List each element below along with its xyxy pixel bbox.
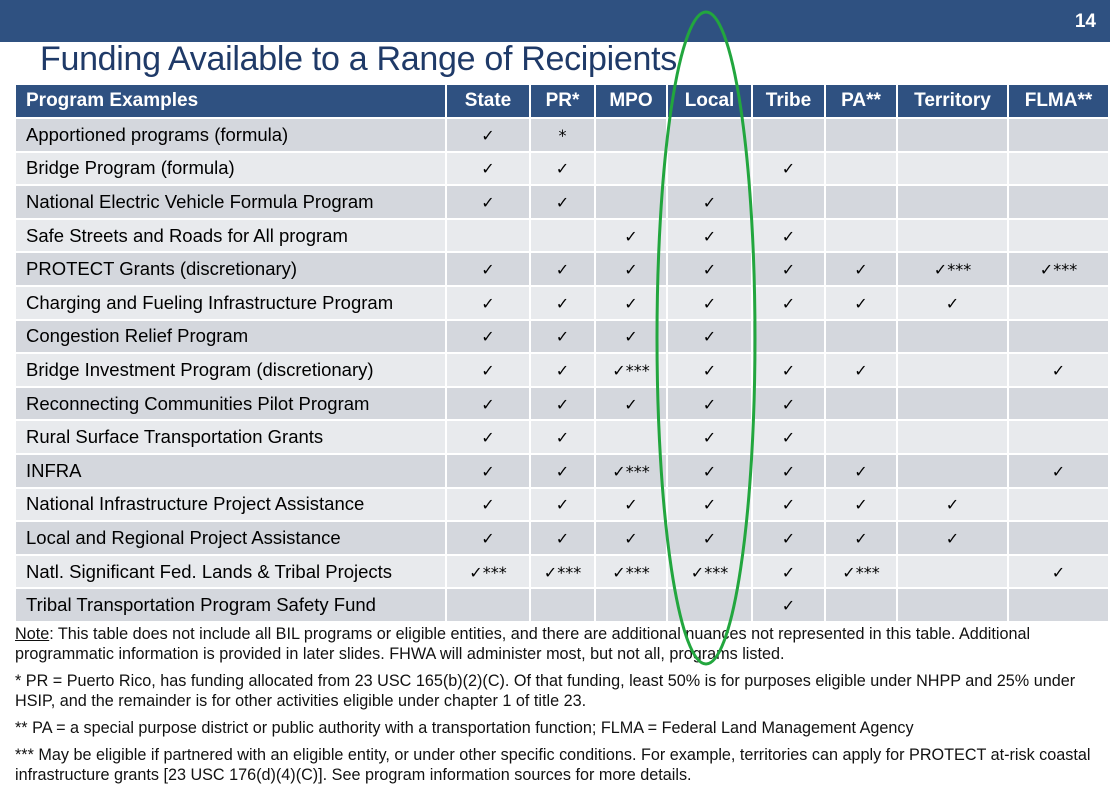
cell-territory [897,488,1008,522]
eligibility-mark: ✓ [702,495,717,515]
cell-pa [825,588,897,622]
eligibility-mark: ✓ [781,562,796,582]
cell-pa [825,252,897,286]
cell-tribe [752,555,825,589]
cell-flma [1008,555,1109,589]
cell-local [667,454,752,488]
program-name: Natl. Significant Fed. Lands & Tribal Projects [15,555,446,589]
eligibility-mark: ✓*** [842,562,880,582]
cell-territory [897,420,1008,454]
eligibility-mark: ✓ [781,428,796,448]
header-mpo: MPO [595,84,667,118]
program-name: Bridge Program (formula) [15,152,446,186]
eligibility-mark: * [558,125,567,145]
cell-pa [825,488,897,522]
eligibility-mark: ✓ [555,394,570,414]
eligibility-mark: ✓ [1051,461,1066,481]
eligibility-mark: ✓ [781,528,796,548]
eligibility-footnote: *** May be eligible if partnered with an eligible entity, or under other specific conditions. For example, territories can apply for PROTECT at-risk coastal infrastructure grants [23 USC 176(d)(4)(C)]. See program information sources for more details. [15,746,1091,784]
cell-state [446,420,530,454]
eligibility-mark: ✓ [854,260,868,280]
eligibility-mark: ✓ [702,394,717,414]
cell-pr [530,588,595,622]
eligibility-mark: ✓ [481,293,495,313]
cell-tribe [752,320,825,354]
eligibility-mark: ✓ [1051,562,1066,582]
cell-pa [825,387,897,421]
eligibility-mark: ✓ [481,159,495,179]
table-row [15,454,1109,488]
cell-mpo [595,353,667,387]
cell-state [446,219,530,253]
cell-local [667,488,752,522]
eligibility-mark: ✓ [945,528,960,548]
cell-pr [530,353,595,387]
cell-mpo [595,555,667,589]
cell-pa [825,555,897,589]
cell-territory [897,219,1008,253]
program-name: Tribal Transportation Program Safety Fund [15,588,446,622]
cell-tribe [752,387,825,421]
cell-local [667,588,752,622]
eligibility-mark: ✓ [481,428,495,448]
cell-tribe [752,521,825,555]
cell-mpo [595,588,667,622]
eligibility-mark: ✓ [781,360,796,380]
cell-flma [1008,588,1109,622]
cell-flma [1008,454,1109,488]
eligibility-mark: ✓ [624,327,638,347]
cell-pr [530,219,595,253]
pa-footnote: ** PA = a special purpose district or public authority with a transportation function; FLMA = Federal Land Management Agency [15,719,914,737]
eligibility-mark: ✓ [555,260,570,280]
eligibility-mark: ✓ [945,495,960,515]
page-title: Funding Available to a Range of Recipients [40,40,677,78]
cell-local [667,320,752,354]
cell-territory [897,152,1008,186]
note-paragraph [15,624,1107,664]
eligibility-mark: ✓ [702,428,717,448]
top-banner [0,0,1110,42]
program-name: National Electric Vehicle Formula Program [15,185,446,219]
table-row [15,286,1109,320]
cell-flma [1008,118,1109,152]
cell-pr [530,320,595,354]
cell-state [446,488,530,522]
table-row [15,353,1109,387]
eligibility-mark: ✓ [481,260,495,280]
cell-territory [897,252,1008,286]
cell-state [446,387,530,421]
table-row [15,588,1109,622]
cell-pr [530,252,595,286]
eligibility-mark: ✓ [781,293,796,313]
cell-state [446,555,530,589]
cell-mpo [595,252,667,286]
program-name: Apportioned programs (formula) [15,118,446,152]
eligibility-mark: ✓ [702,327,717,347]
cell-pr [530,118,595,152]
program-name: Local and Regional Project Assistance [15,521,446,555]
cell-tribe [752,588,825,622]
cell-state [446,152,530,186]
cell-tribe [752,286,825,320]
cell-pr [530,488,595,522]
program-name: Bridge Investment Program (discretionary) [15,353,446,387]
cell-mpo [595,152,667,186]
cell-flma [1008,488,1109,522]
cell-local [667,219,752,253]
cell-pr [530,185,595,219]
cell-territory [897,555,1008,589]
cell-tribe [752,219,825,253]
eligibility-mark: ✓ [854,495,868,515]
eligibility-mark: ✓ [481,125,495,145]
cell-territory [897,454,1008,488]
footnotes [15,624,1107,792]
cell-mpo [595,286,667,320]
cell-tribe [752,488,825,522]
program-name: Charging and Fueling Infrastructure Program [15,286,446,320]
header-tribe: Tribe [752,84,825,118]
eligibility-mark: ✓*** [933,260,972,280]
program-name: Rural Surface Transportation Grants [15,420,446,454]
eligibility-mark: ✓ [624,394,638,414]
eligibility-mark: ✓ [945,293,960,313]
table-row [15,320,1109,354]
cell-mpo [595,219,667,253]
eligibility-table [14,83,1110,623]
table-row [15,488,1109,522]
eligibility-mark: ✓ [702,260,717,280]
eligibility-mark: ✓ [555,327,570,347]
cell-mpo [595,420,667,454]
cell-state [446,118,530,152]
cell-pa [825,420,897,454]
header-flma: FLMA** [1008,84,1109,118]
cell-flma [1008,353,1109,387]
cell-pa [825,118,897,152]
cell-state [446,588,530,622]
eligibility-mark: ✓ [781,461,796,481]
table-row [15,521,1109,555]
table-row [15,118,1109,152]
cell-local [667,521,752,555]
eligibility-mark: ✓ [481,394,495,414]
table-row [15,420,1109,454]
cell-pr [530,420,595,454]
cell-pr [530,286,595,320]
eligibility-mark: ✓ [854,461,868,481]
eligibility-mark: ✓ [781,226,796,246]
cell-mpo [595,118,667,152]
eligibility-mark: ✓*** [612,360,650,380]
cell-pa [825,286,897,320]
cell-tribe [752,420,825,454]
eligibility-mark: ✓ [481,327,495,347]
cell-territory [897,387,1008,421]
eligibility-mark: ✓ [624,495,638,515]
cell-pr [530,387,595,421]
cell-flma [1008,152,1109,186]
cell-flma [1008,286,1109,320]
cell-local [667,185,752,219]
cell-pr [530,454,595,488]
cell-pa [825,454,897,488]
cell-mpo [595,185,667,219]
cell-pr [530,521,595,555]
cell-territory [897,588,1008,622]
cell-tribe [752,454,825,488]
program-name: INFRA [15,454,446,488]
header-local: Local [667,84,752,118]
cell-state [446,286,530,320]
cell-mpo [595,454,667,488]
table-row [15,252,1109,286]
eligibility-mark: ✓ [1051,360,1066,380]
cell-pr [530,555,595,589]
cell-local [667,286,752,320]
table-header-row [15,84,1109,118]
cell-mpo [595,488,667,522]
cell-pa [825,219,897,253]
eligibility-mark: ✓ [481,192,495,212]
eligibility-mark: ✓ [702,461,717,481]
eligibility-mark: ✓ [781,394,796,414]
cell-territory [897,521,1008,555]
eligibility-mark: ✓ [481,360,495,380]
cell-territory [897,185,1008,219]
cell-territory [897,320,1008,354]
cell-tribe [752,152,825,186]
cell-mpo [595,521,667,555]
eligibility-mark: ✓ [555,428,570,448]
eligibility-mark: ✓ [555,192,570,212]
header-program-examples: Program Examples [15,84,446,118]
eligibility-mark: ✓ [702,192,717,212]
cell-flma [1008,521,1109,555]
eligibility-mark: ✓ [555,360,570,380]
program-name: Congestion Relief Program [15,320,446,354]
eligibility-mark: ✓ [624,528,638,548]
cell-local [667,420,752,454]
eligibility-mark: ✓ [624,293,638,313]
table-row [15,185,1109,219]
cell-local [667,152,752,186]
eligibility-mark: ✓*** [469,562,507,582]
header-territory: Territory [897,84,1008,118]
eligibility-mark: ✓ [781,159,796,179]
cell-flma [1008,420,1109,454]
cell-pa [825,320,897,354]
cell-territory [897,286,1008,320]
header-state: State [446,84,530,118]
cell-state [446,454,530,488]
eligibility-mark: ✓ [854,293,868,313]
eligibility-mark: ✓ [555,461,570,481]
cell-tribe [752,118,825,152]
eligibility-mark: ✓*** [612,461,650,481]
table-row [15,152,1109,186]
program-name: Reconnecting Communities Pilot Program [15,387,446,421]
cell-tribe [752,353,825,387]
cell-pa [825,152,897,186]
cell-tribe [752,185,825,219]
eligibility-mark: ✓ [624,226,638,246]
header-pr: PR* [530,84,595,118]
eligibility-mark: ✓ [555,159,570,179]
eligibility-mark: ✓*** [690,562,729,582]
cell-pr [530,152,595,186]
cell-local [667,353,752,387]
eligibility-mark: ✓*** [612,562,650,582]
cell-state [446,185,530,219]
cell-tribe [752,252,825,286]
eligibility-mark: ✓ [624,260,638,280]
cell-pa [825,521,897,555]
cell-state [446,320,530,354]
cell-flma [1008,219,1109,253]
cell-state [446,353,530,387]
cell-local [667,555,752,589]
table-row [15,219,1109,253]
eligibility-mark: ✓ [555,495,570,515]
table-row [15,555,1109,589]
note-text: : This table does not include all BIL programs or eligible entities, and there are additional nuances not represented in this table. Additional programmatic information is provided in later slides. FHWA will administer most, but not all, programs listed. [15,625,1031,663]
cell-territory [897,118,1008,152]
cell-mpo [595,320,667,354]
cell-mpo [595,387,667,421]
eligibility-mark: ✓ [781,495,796,515]
eligibility-mark: ✓*** [1039,260,1078,280]
eligibility-mark: ✓ [702,528,717,548]
header-pa: PA** [825,84,897,118]
cell-flma [1008,387,1109,421]
cell-pa [825,353,897,387]
eligibility-mark: ✓ [702,226,717,246]
cell-flma [1008,185,1109,219]
eligibility-mark: ✓*** [543,562,582,582]
eligibility-mark: ✓ [555,528,570,548]
eligibility-mark: ✓ [481,495,495,515]
eligibility-mark: ✓ [781,260,796,280]
pr-footnote: * PR = Puerto Rico, has funding allocated from 23 USC 165(b)(2)(C). Of that funding, least 50% is for purposes eligible under NHPP and 25% under HSIP, and the remainder is for other activities eligible under chapter 1 of title 23. [15,672,1076,710]
eligibility-mark: ✓ [481,528,495,548]
program-name: Safe Streets and Roads for All program [15,219,446,253]
eligibility-mark: ✓ [555,293,570,313]
eligibility-mark: ✓ [702,360,717,380]
cell-territory [897,353,1008,387]
cell-local [667,252,752,286]
eligibility-mark: ✓ [781,596,796,616]
cell-local [667,118,752,152]
slide-number: 14 [1074,11,1096,32]
eligibility-mark: ✓ [854,360,868,380]
eligibility-mark: ✓ [481,461,495,481]
eligibility-mark: ✓ [702,293,717,313]
cell-flma [1008,320,1109,354]
table-row [15,387,1109,421]
cell-flma [1008,252,1109,286]
cell-pa [825,185,897,219]
note-label: Note [15,625,50,643]
eligibility-mark: ✓ [854,528,868,548]
cell-local [667,387,752,421]
program-name: PROTECT Grants (discretionary) [15,252,446,286]
program-name: National Infrastructure Project Assistance [15,488,446,522]
cell-state [446,252,530,286]
cell-state [446,521,530,555]
